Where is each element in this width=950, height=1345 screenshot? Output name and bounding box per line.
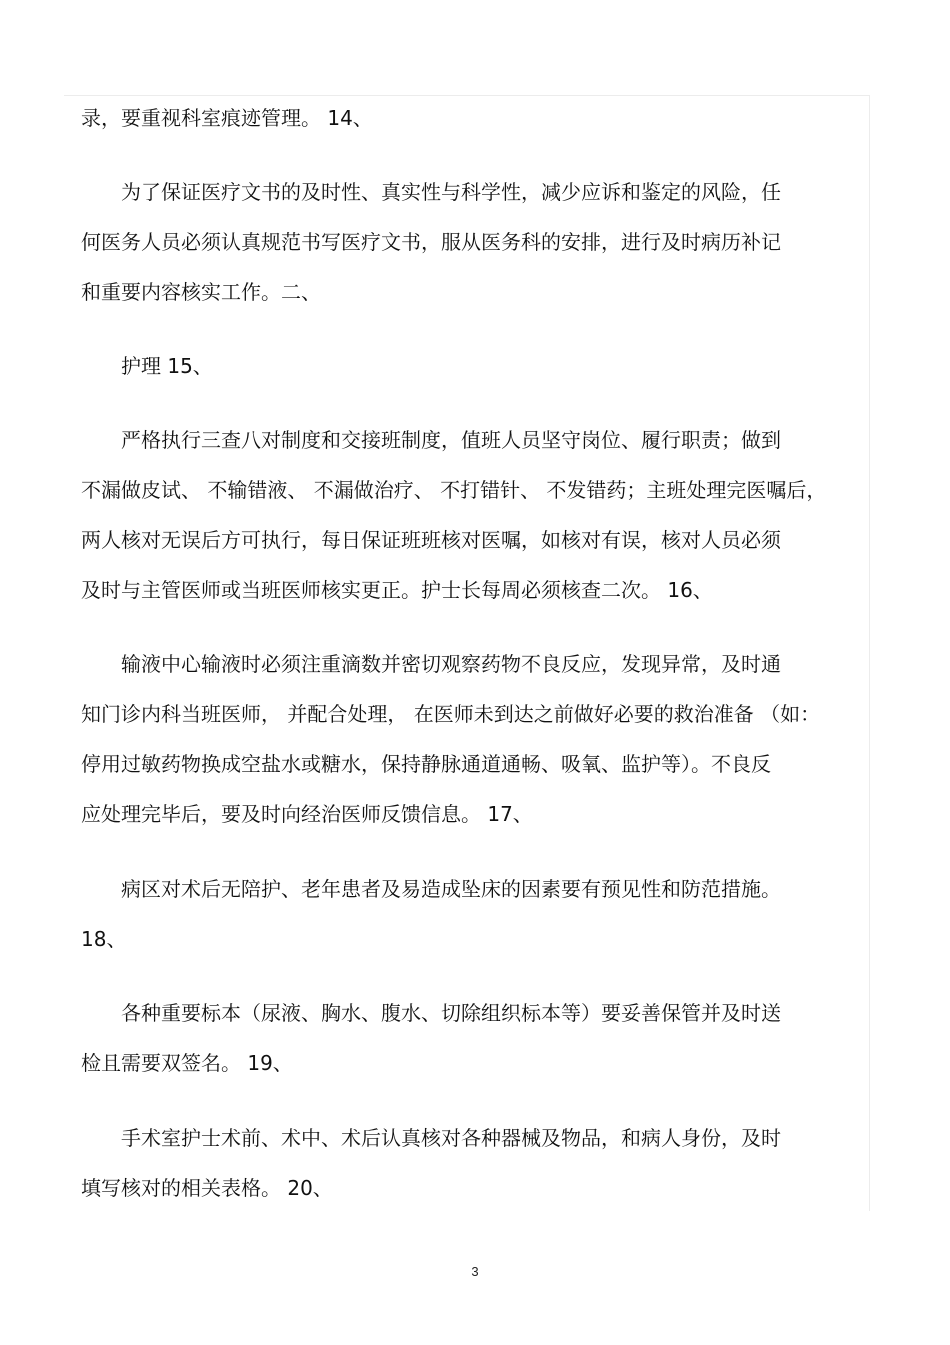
page-number: 3	[471, 1264, 479, 1279]
text-line: 为了保证医疗文书的及时性、真实性与科学性，减少应诉和鉴定的风险，任	[121, 180, 781, 204]
text-line: 输液中心输液时必须注重滴数并密切观察药物不良反应，发现异常，及时通	[121, 652, 781, 676]
text-line: 两人核对无误后方可执行，每日保证班班核对医嘱，如核对有误，核对人员必须	[81, 528, 781, 552]
text-line: 各种重要标本（尿液、胸水、腹水、切除组织标本等）要妥善保管并及时送	[121, 1001, 781, 1025]
text-line: 不漏做皮试、 不输错液、 不漏做治疗、 不打错针、 不发错药；主班处理完医嘱后，	[81, 478, 827, 502]
text-line: 手术室护士术前、术中、术后认真核对各种器械及物品，和病人身份，及时	[121, 1126, 781, 1150]
text-line: 录，要重视科室痕迹管理。 14、	[81, 106, 373, 130]
text-line: 应处理完毕后，要及时向经治医师反馈信息。 17、	[81, 802, 533, 826]
text-line: 病区对术后无陪护、老年患者及易造成坠床的因素要有预见性和防范措施。	[121, 877, 781, 901]
text-line: 检且需要双签名。 19、	[81, 1051, 293, 1075]
text-line: 严格执行三查八对制度和交接班制度，值班人员坚守岗位、履行职责；做到	[121, 428, 781, 452]
text-line: 填写核对的相关表格。 20、	[81, 1176, 333, 1200]
text-line: 18、	[81, 927, 127, 951]
text-line: 停用过敏药物换成空盐水或糖水，保持静脉通道通畅、吸氧、监护等）。不良反	[81, 752, 771, 776]
text-line: 和重要内容核实工作。二、	[81, 280, 321, 304]
text-line: 护理 15、	[121, 354, 213, 378]
text-line: 知门诊内科当班医师， 并配合处理， 在医师未到达之前做好必要的救治准备 （如：	[81, 702, 821, 726]
text-line: 及时与主管医师或当班医师核实更正。护士长每周必须核查二次。 16、	[81, 578, 713, 602]
text-line: 何医务人员必须认真规范书写医疗文书，服从医务科的安排，进行及时病历补记	[81, 230, 781, 254]
